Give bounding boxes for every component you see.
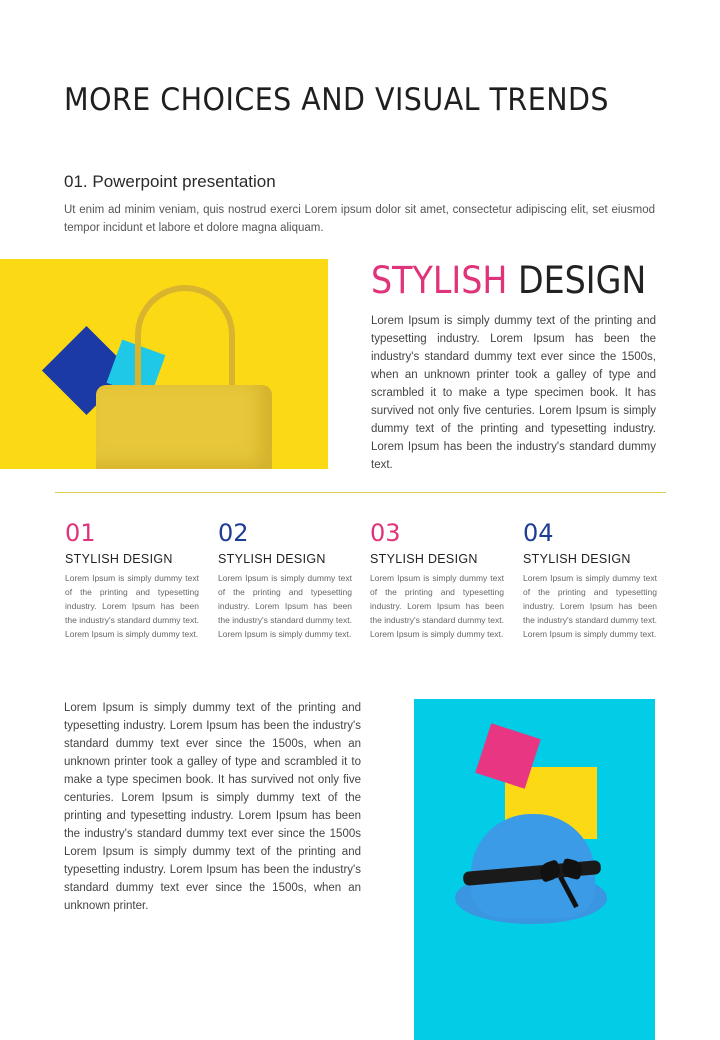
column-title: STYLISH DESIGN — [523, 552, 631, 566]
column-4 — [523, 519, 657, 641]
column-text: Lorem Ipsum is simply dummy text of the printing and typesetting industry. Lorem Ipsum has been the industry's standard dummy text. Lorem Ipsum is simply dummy text. — [218, 573, 352, 639]
feature-heading-rest: DESIGN — [517, 259, 647, 302]
column-3 — [370, 519, 504, 641]
feature-heading-accent: STYLISH — [371, 259, 508, 302]
column-title: STYLISH DESIGN — [218, 552, 326, 566]
column-title: STYLISH DESIGN — [65, 552, 173, 566]
column-number: 03 — [370, 519, 401, 547]
column-1 — [65, 519, 199, 641]
column-text: Lorem Ipsum is simply dummy text of the printing and typesetting industry. Lorem Ipsum has been the industry's standard dummy text. Lorem Ipsum is simply dummy text. — [370, 573, 504, 639]
section-subtitle: 01. Powerpoint presentation — [64, 172, 276, 191]
column-number: 04 — [523, 519, 554, 547]
feature-heading — [371, 259, 646, 302]
column-text: Lorem Ipsum is simply dummy text of the printing and typesetting industry. Lorem Ipsum has been the industry's standard dummy text. Lorem Ipsum is simply dummy text. — [523, 573, 657, 639]
section-divider — [55, 492, 666, 493]
page-title: MORE CHOICES AND VISUAL TRENDS — [64, 82, 609, 118]
column-title: STYLISH DESIGN — [370, 552, 478, 566]
lower-paragraph: Lorem Ipsum is simply dummy text of the printing and typesetting industry. Lorem Ipsum has been the industry's standard dummy text ever since the 1500s, when an unknown printer took a galley of type and scrambled it to make a type specimen book. It has survived not only five centuries. Lorem Ipsum is simply dummy text of the printing and typesetting industry. Lorem Ipsum has been the industry's standard dummy text ever since the 1500s Lorem Ipsum is simply dummy text of the printing and typesetting industry. Lorem Ipsum has been the industry's standard dummy text ever since the 1500s, when an unknown printer. — [64, 702, 361, 912]
feature-paragraph: Lorem Ipsum is simply dummy text of the printing and typesetting industry. Lorem Ipsum has been the industry's standard dummy text ever since the 1500s, when an unknown printer took a galley of type and scrambled it to make a type specimen book. It has survived not only five centuries. Lorem Ipsum is simply dummy text of the printing and typesetting industry. Lorem Ipsum has been the industry's standard dummy text. — [371, 315, 656, 471]
column-number: 01 — [65, 519, 96, 547]
column-text: Lorem Ipsum is simply dummy text of the printing and typesetting industry. Lorem Ipsum has been the industry's standard dummy text. Lorem Ipsum is simply dummy text. — [65, 573, 199, 639]
column-2 — [218, 519, 352, 641]
intro-paragraph: Ut enim ad minim veniam, quis nostrud exerci Lorem ipsum dolor sit amet, consectetur adipiscing elit, set eiusmod tempor incidunt et labore et dolore magna aliquam. — [64, 204, 655, 234]
handbag-body — [96, 385, 272, 469]
column-number: 02 — [218, 519, 249, 547]
